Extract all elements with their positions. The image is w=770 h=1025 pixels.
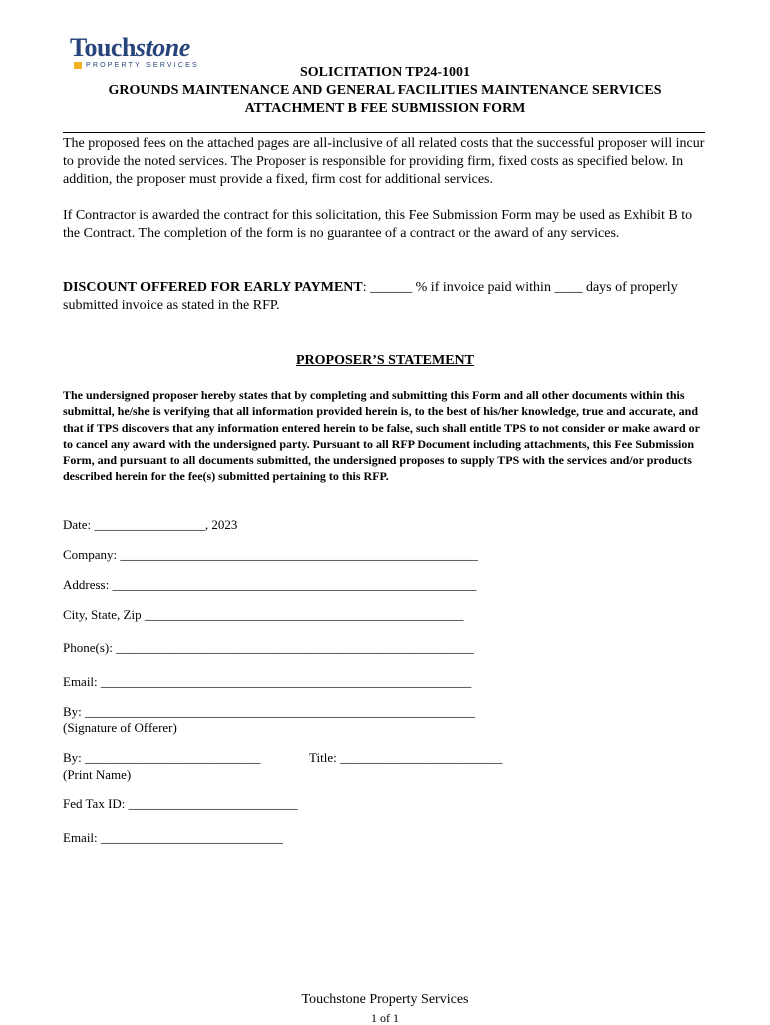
statement-title: PROPOSER’S STATEMENT [295,353,474,368]
print-name-field[interactable]: By: ___________________________ [63,750,261,765]
phone-field[interactable]: Phone(s): _______________________________________________________ [63,640,474,655]
discount-paragraph [63,279,708,315]
title-field[interactable]: Title: _________________________ [309,750,503,765]
fees-paragraph: The proposed fees on the attached pages are all-inclusive of all related costs that the successful proposer will incur to provide the noted services. The Proposer is responsible for providing firm, fixed costs as specified below. In addition, the proposer must provide a fixed, firm cost for additional services. [63,136,705,187]
logo-wordmark: Touchstone [70,33,190,62]
email-field[interactable]: Email: _________________________________________________________ [63,674,472,689]
company-field[interactable]: Company: _______________________________________________________ [63,547,478,562]
document-header [60,64,710,118]
address-field[interactable]: Address: ________________________________________________________ [63,577,477,592]
date-field[interactable]: Date: _________________, 2023 [63,517,238,532]
page-number: 1 of 1 [371,1011,399,1025]
logo-tagline: PROPERTY SERVICES [86,62,199,69]
header-services: GROUNDS MAINTENANCE AND GENERAL FACILITIES MAINTENANCE SERVICES [108,83,662,98]
statement-body: The undersigned proposer hereby states that by completing and submitting this Form and all other documents within this submittal, he/she is verifying that all information provided herein is, to the best of his/her knowledge, true and accurate, and that if TPS discovers that any information entered herein to be false, such shall entitle TPS to not consider or make award or to cancel any award with the undersigned party. Pursuant to all RFP Document including attachments, this Fee Submission Form, and pursuant to all documents submitted, the undersigned proposes to supply TPS with the services and/or products described herein for the fee(s) submitted pertaining to this RFP. [63,388,700,484]
signature-caption: (Signature of Offerer) [63,720,177,735]
discount-text: : ______ % if invoice paid within ____ days of properly submitted invoice as stated in the RFP. [63,280,678,313]
footer-company: Touchstone Property Services [301,992,469,1007]
contract-paragraph: If Contractor is awarded the contract for this solicitation, this Fee Submission Form may be used as Exhibit B to the Contract. The completion of the form is no guarantee of a contract or the award of any services. [63,208,693,241]
signature-field[interactable]: By: ____________________________________________________________ [63,704,476,719]
discount-label: DISCOUNT OFFERED FOR EARLY PAYMENT [63,280,363,295]
fed-tax-id-field[interactable]: Fed Tax ID: __________________________ [63,796,298,811]
city-state-zip-field[interactable]: City, State, Zip _________________________________________________ [63,607,464,622]
header-divider [63,132,705,133]
email-field-2[interactable]: Email: ____________________________ [63,830,283,845]
header-solicitation: SOLICITATION TP24-1001 [300,65,470,80]
print-name-caption: (Print Name) [63,767,132,782]
header-attachment: ATTACHMENT B FEE SUBMISSION FORM [244,101,526,116]
